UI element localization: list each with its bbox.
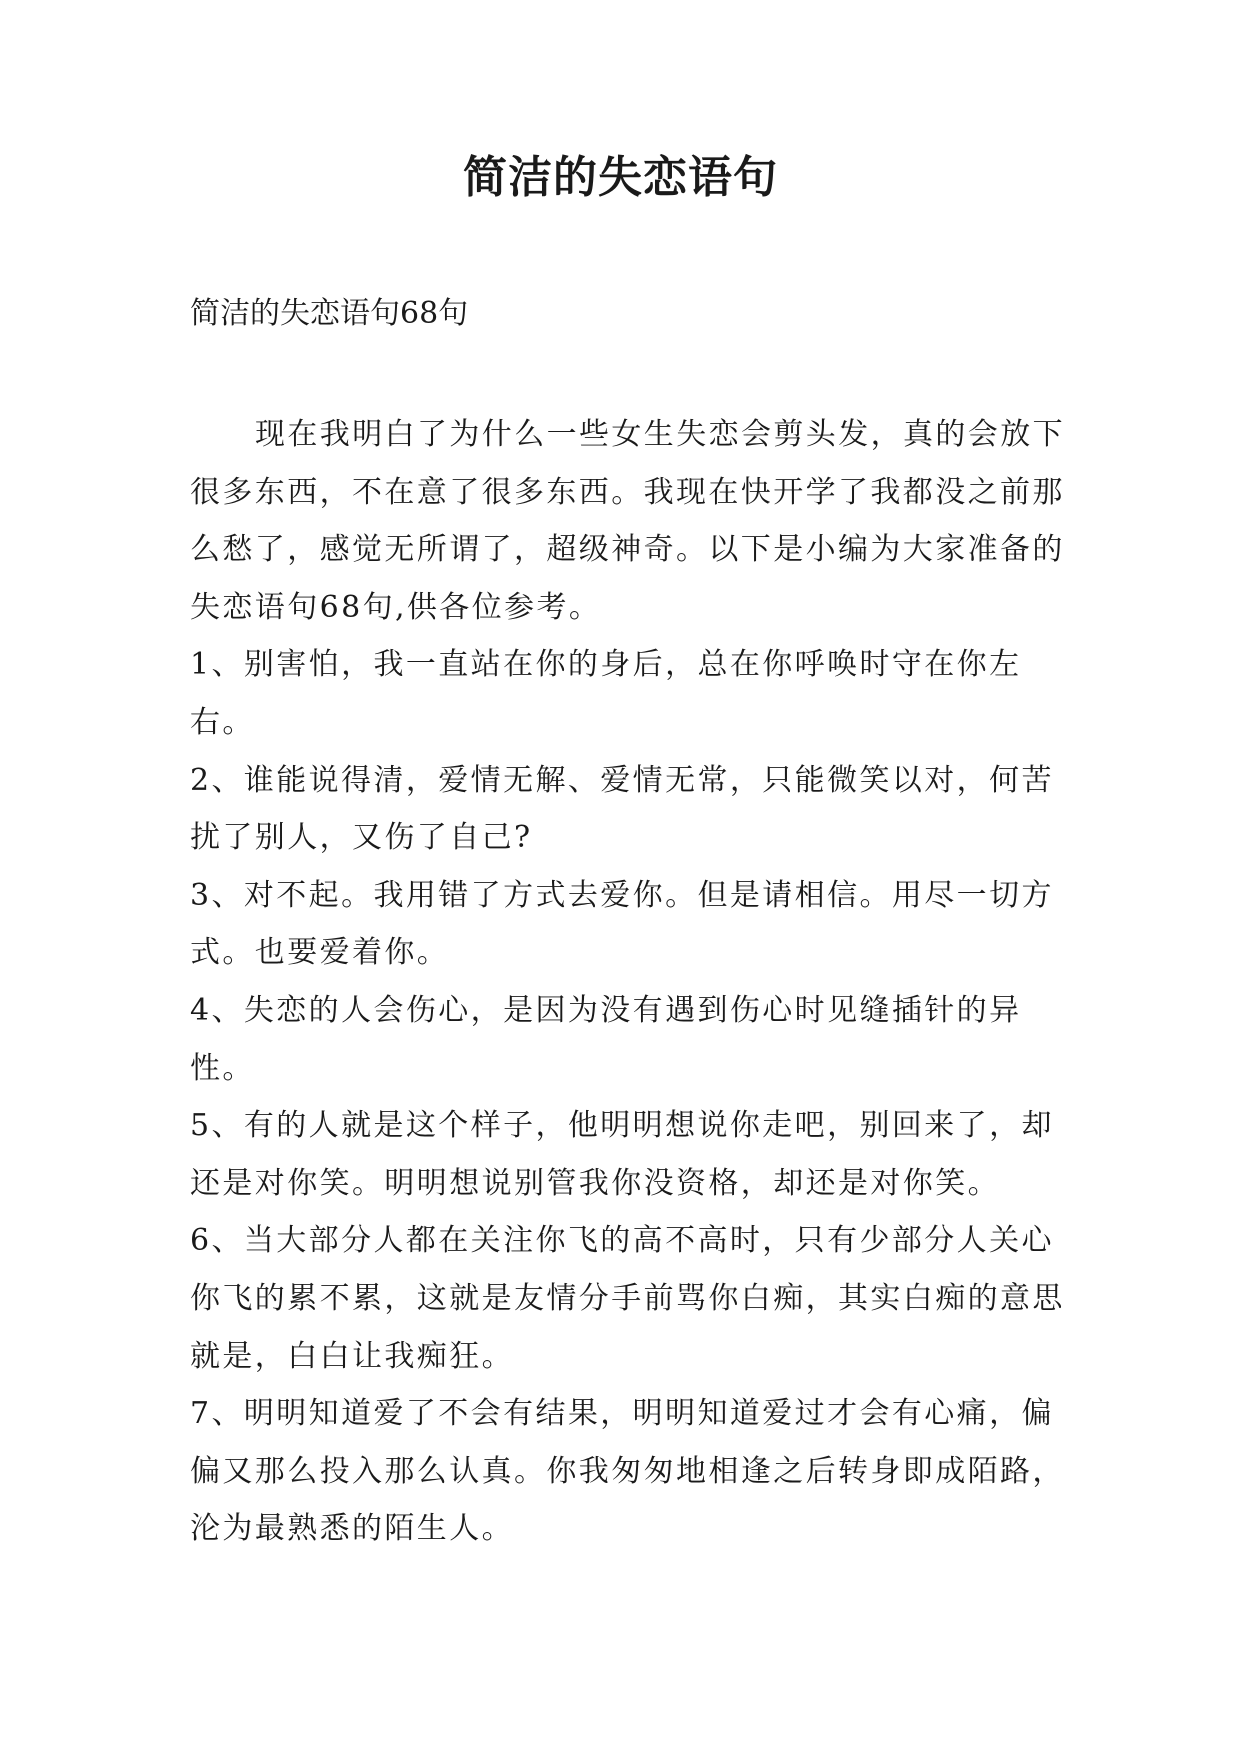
list-item-3: 3、对不起。我用错了方式去爱你。但是请相信。用尽一切方式。也要爱着你。: [190, 877, 1054, 971]
list-item-5: 5、有的人就是这个样子，他明明想说你走吧，别回来了，却还是对你笑。明明想说别管我你没资格，却还是对你笑。: [190, 1108, 1054, 1201]
intro-paragraph: 现在我明白了为什么一些女生失恋会剪头发，真的会放下很多东西，不在意了很多东西。我现在快开学了我都没之前那么愁了，感觉无所谓了，超级神奇。以下是小编为大家准备的失恋语句68句,供各位参考。: [190, 417, 1065, 625]
list-item-7: 7、明明知道爱了不会有结果，明明知道爱过才会有心痛，偏偏又那么投入那么认真。你我匆匆地相逢之后转身即成陌路，沦为最熟悉的陌生人。: [190, 1396, 1065, 1547]
list-item-4: 4、失恋的人会伤心，是因为没有遇到伤心时见缝插针的异性。: [190, 992, 1022, 1086]
document-subtitle: 简洁的失恋语句68句: [190, 296, 469, 331]
list-item-6: 6、当大部分人都在关注你飞的高不高时，只有少部分人关心你飞的累不累，这就是友情分手前骂你白痴，其实白痴的意思就是，白白让我痴狂。: [190, 1223, 1065, 1374]
document-title: 简洁的失恋语句: [463, 152, 778, 203]
list-item-1: 1、别害怕，我一直站在你的身后，总在你呼唤时守在你左右。: [190, 647, 1022, 740]
document-body: [190, 406, 1070, 1558]
list-item-2: 2、谁能说得清，爱情无解、爱情无常，只能微笑以对，何苦扰了别人，又伤了自己?: [190, 762, 1054, 856]
